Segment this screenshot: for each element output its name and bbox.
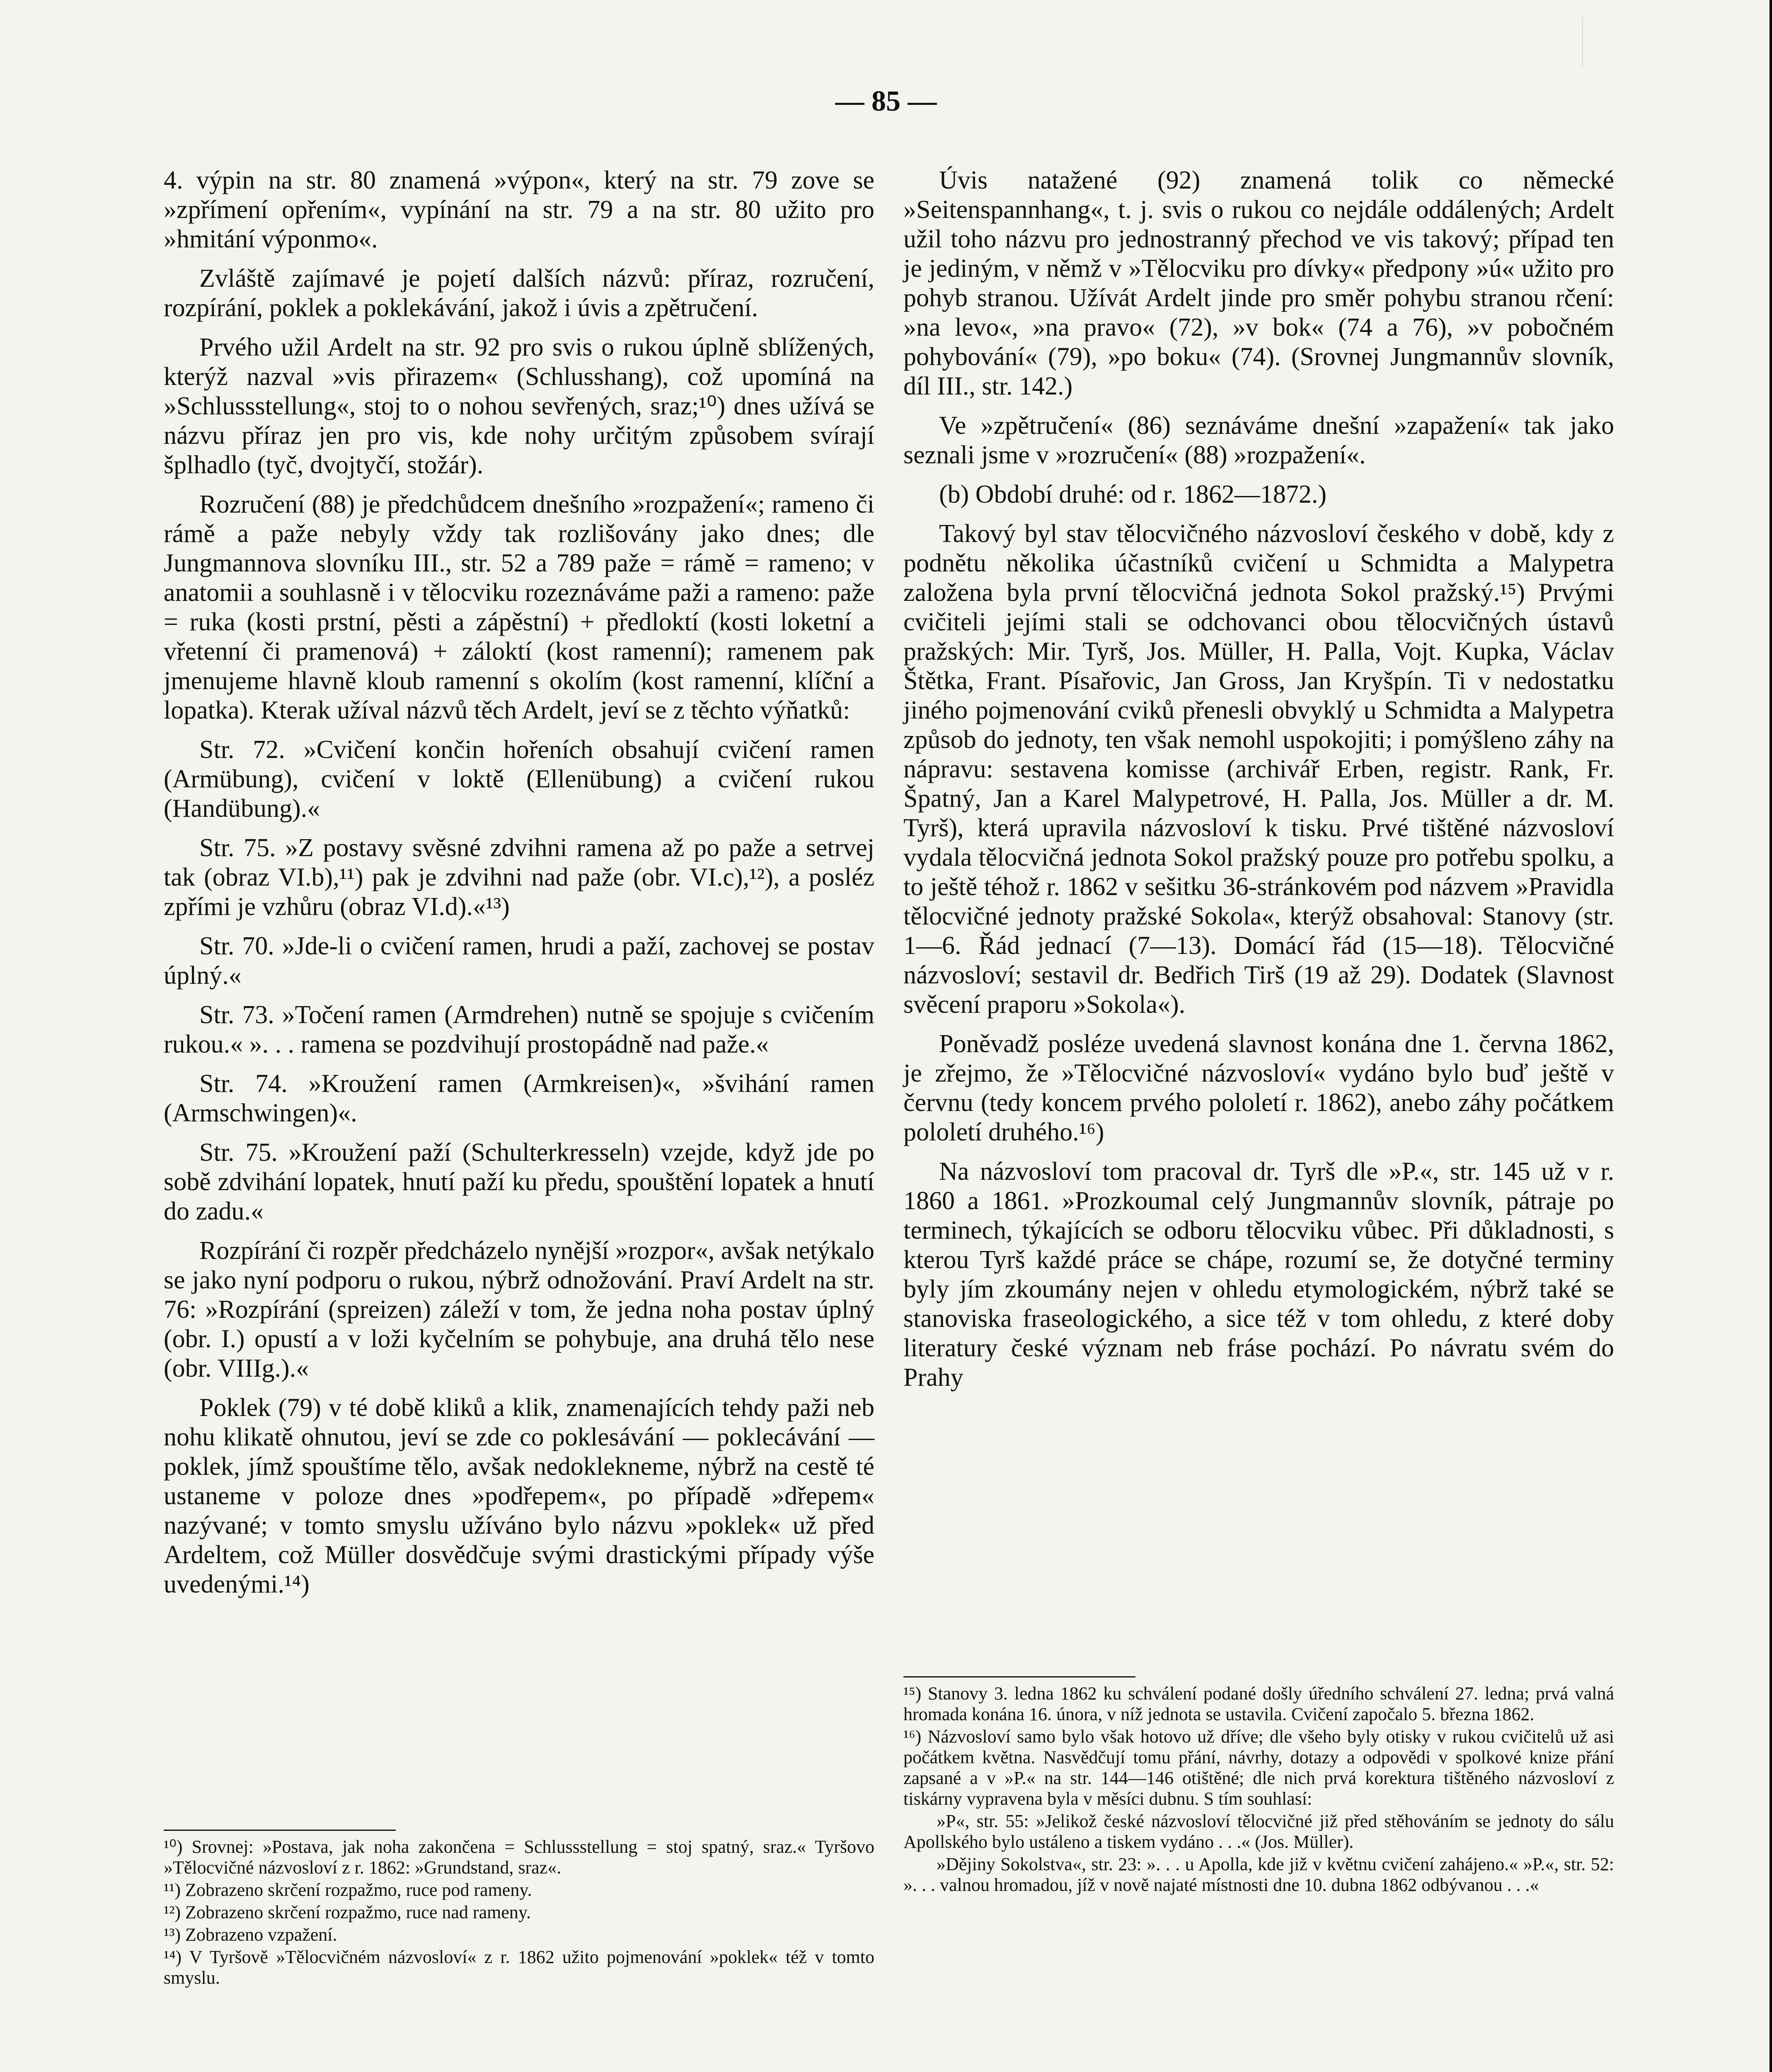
- paragraph: Ve »zpětručení« (86) seznáváme dnešní »zapažení« tak jako seznali jsme v »rozručení« (88) »rozpažení«.: [903, 411, 1614, 469]
- paragraph: Rozpírání či rozpěr předcházelo nynější »rozpor«, avšak netýkalo se jako nyní podporu o rukou, nýbrž odnožování. Praví Ardelt na str. 76: »Rozpírání (spreizen) záleží v tom, že jedna noha postav úplný (obr. I.) opustí a v loži kyčelním se pohybuje, ana druhá tělo nese (obr. VIIIg.).«: [164, 1237, 874, 1382]
- right-footnotes: [903, 1676, 1614, 1897]
- footnote: »Dějiny Sokolstva«, str. 23: ». . . u Apolla, kde již v květnu cvičení zahájeno.« »P.«, str. 52: ». . . valnou hromadou, jíž v nově najaté místnosti dne 10. dubna 1862 odbývanou . . .«: [903, 1854, 1614, 1895]
- footnote-rule: [164, 1830, 396, 1831]
- footnote-rule: [903, 1676, 1135, 1677]
- right-body-text: [903, 166, 1614, 1392]
- left-column: [164, 166, 874, 1988]
- footnote: ¹⁵) Stanovy 3. ledna 1862 ku schválení podané došly úředního schválení 27. ledna; prvá valná hromada konána 16. února, v níž jednota se ustavila. Cvičení započalo 5. března 1862.: [903, 1683, 1614, 1724]
- right-column: [903, 166, 1614, 1895]
- paragraph: Na názvosloví tom pracoval dr. Tyrš dle »P.«, str. 145 už v r. 1860 a 1861. »Prozkoumal celý Jungmannův slovník, pátraje po terminech, týkajících se odboru tělocviku vůbec. Při důkladnosti, s kterou Tyrš každé práce se chápe, rozumí se, že dotyčné terminy byly jím zkoumány nejen v ohledu etymologickém, nýbrž také se stanoviska fraseologického, a sice též v tom ohledu, z které doby literatury české význam neb fráse pochází. Po návratu svém do Prahy: [903, 1157, 1614, 1392]
- footnote: ¹³) Zobrazeno vzpažení.: [164, 1924, 337, 1945]
- paragraph: Poklek (79) v té době kliků a klik, znamenajících tehdy paži neb nohu klikatě ohnutou, jeví se zde co poklesávání — poklecávání — poklek, jímž spouštíme tělo, avšak nedoklekneme, nýbrž na cestě té ustaneme v poloze dnes »podřepem«, po případě »dřepem« nazývané; v tomto smyslu užíváno bylo názvu »poklek« už před Ardeltem, což Müller dosvědčuje svými drastickými případy výše uvedenými.¹⁴): [164, 1394, 874, 1598]
- footnote: ¹⁶) Názvosloví samo bylo však hotovo už dříve; dle všeho byly otisky v rukou cvičitelů už asi počátkem května. Nasvědčují tomu přání, návrhy, dotazy a odpovědi v spolkové knize přání zapsané a v »P.« na str. 144—146 otištěné; dle nich prvá korektura tištěného názvosloví z tiskárny vypravena byla v měsíci dubnu. S tím souhlasí:: [903, 1726, 1614, 1809]
- footnote: ¹¹) Zobrazeno skrčení rozpažmo, ruce pod rameny.: [164, 1880, 532, 1900]
- page-number: — 85 —: [835, 85, 937, 117]
- paragraph: Str. 73. »Točení ramen (Armdrehen) nutně se spojuje s cvičením rukou.« ». . . ramena se pozdvihují prostopádně nad paže.«: [164, 1001, 874, 1058]
- footnote: ¹²) Zobrazeno skrčení rozpažmo, ruce nad rameny.: [164, 1902, 531, 1922]
- footnote: ¹⁴) V Tyršově »Tělocvičném názvosloví« z r. 1862 užito pojmenování »poklek« též v tomto smyslu.: [164, 1947, 874, 1988]
- paragraph: Str. 75. »Kroužení paží (Schulterkresseln) vzejde, když jde po sobě zdvihání lopatek, hnutí paží ku předu, spouštění lopatek a hnutí do zadu.«: [164, 1138, 874, 1225]
- paragraph: Str. 70. »Jde-li o cvičení ramen, hrudi a paží, zachovej se postav úplný.«: [164, 932, 874, 990]
- footnote: ¹⁰) Srovnej: »Postava, jak noha zakončena = Schlussstellung = stoj spatný, sraz.« Tyršovo »Tělocvičné názvosloví z r. 1862: »Grundstand, sraz«.: [164, 1837, 874, 1878]
- paragraph: Str. 74. »Kroužení ramen (Armkreisen)«, »švihání ramen (Armschwingen)«.: [164, 1070, 874, 1127]
- paragraph: Zvláště zajímavé je pojetí dalších názvů: příraz, rozručení, rozpírání, poklek a poklekávání, jakož i úvis a zpětručení.: [164, 264, 874, 322]
- paragraph: 4. výpin na str. 80 znamená »výpon«, který na str. 79 zove se »zpřímení opřením«, vypínání na str. 79 a na str. 80 užito pro »hmitání výponmo«.: [164, 166, 874, 253]
- paragraph: Takový byl stav tělocvičného názvosloví českého v době, kdy z podnětu několika účastníků cvičení u Schmidta a Malypetra založena byla první tělocvičná jednota Sokol pražský.¹⁵) Prvými cvičiteli jejími stali se odchovanci obou tělocvičných ústavů pražských: Mir. Tyrš, Jos. Müller, H. Palla, Vojt. Kupka, Václav Štětka, Frant. Písařovic, Jan Gross, Jan Kryšpín. Ti v nedostatku jiného pojmenování cviků přenesli obvyklý u Schmidta a Malypetra způsob do jednoty, ten však nemohl uspokojiti; i pomýšleno záhy na nápravu: sestavena komisse (archivář Erben, registr. Rank, Fr. Špatný, Jan a Karel Malypetrové, H. Palla, Jos. Müller a dr. M. Tyrš), která upravila názvosloví k tisku. Prvé tištěné názvosloví vydala tělocvičná jednota Sokol pražský pouze pro potřebu spolku, a to ještě téhož r. 1862 v sešitku 36-stránkovém pod názvem »Pravidla tělocvičné jednoty pražské Sokola«, kterýž obsahoval: Stanovy (str. 1—6. Řád jednací (7—13). Domácí řád (15—18). Tělocvičné názvosloví; sestavil dr. Bedřich Tirš (19 až 29). Dodatek (Slavnost svěcení praporu »Sokola«).: [903, 520, 1614, 1019]
- paragraph: Úvis natažené (92) znamená tolik co německé »Seitenspannhang«, t. j. svis o rukou co nejdále oddálených; Ardelt užil toho názvu pro jednostranný přechod ve vis takový; případ ten je jediným, v němž v »Tělocviku pro dívky« předpony »ú« užito pro pohyb stranou. Užívát Ardelt jinde pro směr pohybu stranou rčení: »na levo«, »na pravo« (72), »v bok« (74 a 76), »v pobočném pohybování« (79), »po boku« (74). (Srovnej Jungmannův slovník, díl III., str. 142.): [903, 166, 1614, 400]
- paragraph: Str. 72. »Cvičení končin hořeních obsahují cvičení ramen (Armübung), cvičení v loktě (Ellenübung) a cvičení rukou (Handübung).«: [164, 736, 874, 823]
- scan-corner-mark: [1582, 17, 1687, 66]
- paragraph: Str. 75. »Z postavy svěsné zdvihni ramena až po paže a setrvej tak (obraz VI.b),¹¹) pak je zdvihni nad paže (obr. VI.c),¹²), a posléz zpřími je vzhůru (obraz VI.d).«¹³): [164, 834, 874, 921]
- paragraph: Prvého užil Ardelt na str. 92 pro svis o rukou úplně sblížených, kterýž nazval »vis přirazem« (Schlusshang), což upomíná na »Schlussstellung«, stoj to o nohou sevřených, sraz;¹⁰) dnes užívá se názvu příraz jen pro vis, kde nohy určitým způsobem svírají šplhadlo (tyč, dvojtyčí, stožár).: [164, 333, 874, 479]
- left-body-text: [164, 166, 874, 1599]
- paragraph: Rozručení (88) je předchůdcem dnešního »rozpažení«; rameno či rámě a paže nebyly vždy tak rozlišovány jako dnes; dle Jungmannova slovníku III., str. 52 a 789 paže = rámě = rameno; v anatomii a souhlasně i v tělocviku rozeznáváme paži a rameno: paže = ruka (kosti prstní, pěsti a zápěstní) + předloktí (kosti loketní a vřetenní či pramenová) + záloktí (kost ramenní); ramenem pak jmenujeme hlavně kloub ramenní s okolím (kost ramenní, klíční a lopatka). Kterak užíval názvů těch Ardelt, jeví se z těchto výňatků:: [164, 490, 874, 724]
- left-footnotes: [164, 1830, 874, 1990]
- footnote: »P«, str. 55: »Jelikož české názvosloví tělocvičné již před stěhováním se jednoty do sálu Apollského bylo ustáleno a tiskem vydáno . . .« (Jos. Müller).: [903, 1811, 1614, 1852]
- paragraph: (b) Období druhé: od r. 1862—1872.): [939, 480, 1327, 508]
- paragraph: Poněvadž posléze uvedená slavnost konána dne 1. června 1862, je zřejmo, že »Tělocvičné názvosloví« vydáno bylo buď ještě v červnu (tedy koncem prvého pololetí r. 1862), anebo záhy počátkem pololetí druhého.¹⁶): [903, 1030, 1614, 1146]
